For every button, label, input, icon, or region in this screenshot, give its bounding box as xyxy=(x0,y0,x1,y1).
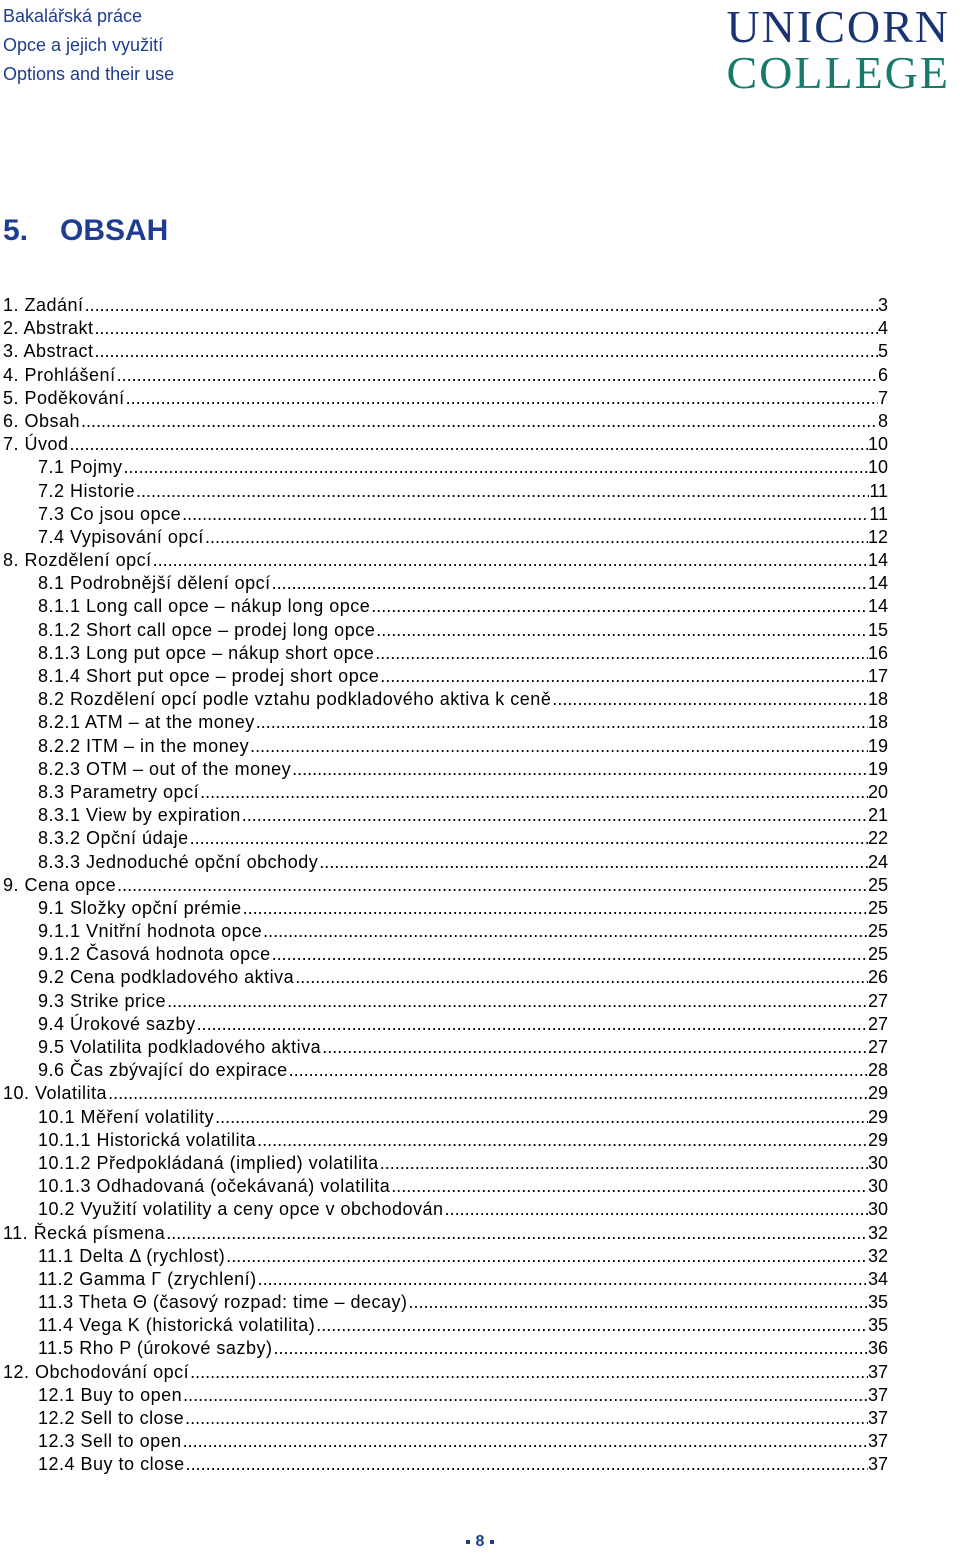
toc-entry[interactable] xyxy=(0,1407,888,1430)
toc-entry-label: 3. Abstract xyxy=(3,341,94,362)
toc-entry[interactable] xyxy=(0,1361,888,1384)
toc-entry-label: 4. Prohlášení xyxy=(3,364,116,385)
toc-entry-label: 6. Obsah xyxy=(3,410,81,431)
toc-entry[interactable] xyxy=(0,943,888,966)
toc-dot-leader xyxy=(183,1430,868,1453)
toc-dot-leader xyxy=(197,1013,868,1036)
toc-entry-label: 7. Úvod xyxy=(3,434,69,455)
toc-entry-page: 21 xyxy=(867,805,888,826)
toc-dot-leader xyxy=(70,433,868,456)
toc-entry-label: 8.3.2 Opční údaje xyxy=(38,828,189,849)
toc-entry-page: 29 xyxy=(867,1106,888,1127)
toc-entry-label: 9. Cena opce xyxy=(3,874,117,895)
toc-entry[interactable] xyxy=(0,735,888,758)
toc-entry[interactable] xyxy=(0,1198,888,1221)
toc-entry-label: 7.2 Historie xyxy=(38,480,136,501)
toc-entry[interactable] xyxy=(0,804,888,827)
toc-entry-label: 11.1 Delta Δ (rychlost) xyxy=(38,1245,226,1266)
toc-entry[interactable] xyxy=(0,1314,888,1337)
toc-entry[interactable] xyxy=(0,1013,888,1036)
toc-dot-leader xyxy=(272,943,868,966)
toc-entry[interactable] xyxy=(0,387,888,410)
toc-entry-label: 10.1.1 Historická volatilita xyxy=(38,1129,257,1150)
toc-entry[interactable] xyxy=(0,619,888,642)
toc-entry-label: 11.2 Gamma Γ (zrychlení) xyxy=(38,1268,257,1289)
toc-entry-page: 17 xyxy=(867,666,888,686)
toc-dot-leader xyxy=(166,1222,868,1245)
toc-dot-leader xyxy=(95,340,878,363)
toc-entry-label: 7.3 Co jsou opce xyxy=(38,503,182,524)
toc-entry-page: 11 xyxy=(869,503,888,524)
toc-entry[interactable] xyxy=(0,1291,888,1314)
toc-entry-label: 8.2 Rozdělení opcí podle vztahu podkladového aktiva k ceně xyxy=(38,689,552,710)
toc-dot-leader xyxy=(319,851,868,874)
toc-entry-label: 11.3 Theta Θ (časový rozpad: time – decay) xyxy=(38,1292,408,1313)
toc-entry-label: 9.4 Úrokové sazby xyxy=(38,1013,196,1034)
toc-dot-leader xyxy=(136,480,869,503)
toc-entry-label: 8.1.3 Long put opce – nákup short opce xyxy=(38,642,375,663)
toc-entry-page: 27 xyxy=(867,990,888,1011)
toc-dot-leader xyxy=(205,526,868,549)
toc-dot-leader xyxy=(380,665,868,688)
toc-entry-label: 10.1 Měření volatility xyxy=(38,1106,215,1127)
toc-dot-leader xyxy=(183,1384,868,1407)
toc-dot-leader xyxy=(186,1453,868,1476)
toc-entry-label: 9.2 Cena podkladového aktiva xyxy=(38,967,295,988)
toc-entry[interactable] xyxy=(0,1222,888,1245)
toc-entry[interactable] xyxy=(0,317,888,340)
toc-dot-leader xyxy=(153,549,868,572)
toc-dot-leader xyxy=(190,827,868,850)
toc-entry-label: 10. Volatilita xyxy=(3,1083,108,1104)
toc-entry-label: 5. Poděkování xyxy=(3,387,125,408)
toc-entry-label: 9.1.1 Vnitřní hodnota opce xyxy=(38,921,263,942)
toc-entry-page: 3 xyxy=(877,295,888,315)
toc-entry-page: 6 xyxy=(877,364,888,385)
toc-entry[interactable] xyxy=(0,340,888,363)
toc-entry-page: 10 xyxy=(867,457,888,478)
toc-entry[interactable] xyxy=(0,781,888,804)
toc-entry-page: 27 xyxy=(867,1037,888,1057)
toc-dot-leader xyxy=(445,1198,868,1221)
section-heading xyxy=(3,214,168,248)
toc-entry-page: 11 xyxy=(869,480,888,501)
toc-entry-page: 14 xyxy=(867,550,888,571)
toc-entry-label: 2. Abstrakt xyxy=(3,318,94,339)
toc-entry-page: 4 xyxy=(877,318,888,339)
toc-dot-leader xyxy=(322,1036,868,1059)
toc-entry-page: 16 xyxy=(867,642,888,663)
toc-entry-page: 25 xyxy=(867,944,888,965)
toc-dot-leader xyxy=(409,1291,868,1314)
toc-entry-label: 7.1 Pojmy xyxy=(38,457,123,478)
toc-entry[interactable] xyxy=(0,758,888,781)
toc-entry[interactable] xyxy=(0,1245,888,1268)
toc-dot-leader xyxy=(552,688,868,711)
section-title: OBSAH xyxy=(60,214,169,247)
footer-bullet-right xyxy=(490,1540,494,1544)
toc-entry-label: 12.3 Sell to open xyxy=(38,1431,182,1452)
toc-dot-leader xyxy=(85,294,878,317)
toc-entry[interactable] xyxy=(0,1152,888,1175)
logo-line-2: COLLEGE xyxy=(726,47,950,98)
page-footer xyxy=(0,1533,960,1551)
toc-entry-page: 36 xyxy=(867,1338,888,1359)
toc-entry-label: 12.1 Buy to open xyxy=(38,1384,183,1405)
toc-entry-page: 20 xyxy=(867,781,888,802)
toc-entry-page: 15 xyxy=(867,619,888,640)
toc-entry-label: 10.1.2 Předpokládaná (implied) volatilita xyxy=(38,1152,379,1173)
toc-entry[interactable] xyxy=(0,920,888,943)
toc-entry-page: 14 xyxy=(867,573,888,594)
toc-entry[interactable] xyxy=(0,595,888,618)
header-line-title-cz: Opce a jejich využití xyxy=(3,35,164,55)
toc-dot-leader xyxy=(292,758,868,781)
toc-entry[interactable] xyxy=(0,851,888,874)
toc-dot-leader xyxy=(256,711,868,734)
toc-entry-page: 27 xyxy=(867,1013,888,1034)
toc-entry[interactable] xyxy=(0,990,888,1013)
toc-entry-page: 34 xyxy=(867,1268,888,1289)
toc-dot-leader xyxy=(376,619,868,642)
toc-entry-label: 8. Rozdělení opcí xyxy=(3,550,152,571)
toc-dot-leader xyxy=(185,1407,868,1430)
toc-dot-leader xyxy=(371,595,868,618)
toc-entry-label: 10.1.3 Odhadovaná (očekávaná) volatilita xyxy=(38,1176,391,1197)
toc-entry-label: 9.6 Čas zbývající do expirace xyxy=(38,1060,288,1081)
toc-entry-page: 18 xyxy=(867,712,888,733)
toc-entry[interactable] xyxy=(0,1059,888,1082)
toc-entry-label: 1. Zadání xyxy=(3,295,84,315)
toc-entry-page: 32 xyxy=(867,1222,888,1243)
toc-dot-leader xyxy=(242,804,868,827)
header-line-thesis: Bakalářská práce xyxy=(3,6,143,26)
toc-entry-label: 8.3.3 Jednoduché opční obchody xyxy=(38,851,319,872)
toc-entry-page: 30 xyxy=(867,1176,888,1197)
toc-dot-leader xyxy=(263,920,868,943)
toc-entry-page: 25 xyxy=(867,897,888,918)
toc-entry-page: 19 xyxy=(867,758,888,779)
toc-entry-label: 12. Obchodování opcí xyxy=(3,1361,190,1382)
toc-entry-page: 37 xyxy=(867,1384,888,1405)
toc-entry[interactable] xyxy=(0,1268,888,1291)
toc-dot-leader xyxy=(226,1245,868,1268)
toc-entry-label: 11.4 Vega K (historická volatilita) xyxy=(38,1315,316,1336)
toc-entry-label: 9.3 Strike price xyxy=(38,990,167,1011)
toc-entry-page: 30 xyxy=(867,1199,888,1220)
toc-entry[interactable] xyxy=(0,711,888,734)
page-number: 8 xyxy=(475,1533,485,1550)
toc-entry-label: 8.3.1 View by expiration xyxy=(38,805,241,826)
toc-entry-label: 8.2.3 OTM – out of the money xyxy=(38,758,292,779)
toc-dot-leader xyxy=(250,735,868,758)
toc-dot-leader xyxy=(257,1129,868,1152)
toc-entry[interactable] xyxy=(0,294,888,317)
toc-entry-label: 7.4 Vypisování opcí xyxy=(38,526,204,547)
table-of-contents xyxy=(0,294,888,1477)
toc-dot-leader xyxy=(200,781,868,804)
toc-entry-label: 9.5 Volatilita podkladového aktiva xyxy=(38,1037,322,1057)
toc-entry-label: 9.1 Složky opční prémie xyxy=(38,897,242,918)
toc-entry-page: 5 xyxy=(877,341,888,362)
toc-dot-leader xyxy=(258,1268,868,1291)
toc-entry[interactable] xyxy=(0,1106,888,1129)
toc-entry[interactable] xyxy=(0,1082,888,1105)
document-header xyxy=(3,2,174,89)
toc-entry-label: 8.1.4 Short put opce – prodej short opce xyxy=(38,666,380,686)
toc-dot-leader xyxy=(391,1175,868,1198)
toc-entry[interactable] xyxy=(0,1384,888,1407)
toc-entry-page: 7 xyxy=(877,387,888,408)
toc-dot-leader xyxy=(167,990,868,1013)
toc-entry[interactable] xyxy=(0,827,888,850)
toc-entry-label: 9.1.2 Časová hodnota opce xyxy=(38,944,271,965)
toc-entry-label: 11. Řecká písmena xyxy=(3,1222,166,1243)
logo-line-1: UNICORN xyxy=(726,1,950,52)
toc-entry-page: 32 xyxy=(867,1245,888,1266)
toc-entry[interactable] xyxy=(0,456,888,479)
toc-entry-page: 14 xyxy=(867,596,888,617)
toc-entry[interactable] xyxy=(0,1453,888,1476)
toc-entry[interactable] xyxy=(0,433,888,456)
toc-dot-leader xyxy=(380,1152,868,1175)
toc-entry-label: 11.5 Rho P (úrokové sazby) xyxy=(38,1338,273,1359)
header-line-title-en: Options and their use xyxy=(3,64,175,84)
toc-entry[interactable] xyxy=(0,665,888,688)
toc-entry[interactable] xyxy=(0,1430,888,1453)
toc-entry-page: 35 xyxy=(867,1315,888,1336)
toc-entry[interactable] xyxy=(0,526,888,549)
toc-dot-leader xyxy=(95,317,878,340)
toc-entry-label: 8.2.1 ATM – at the money xyxy=(38,712,255,733)
toc-dot-leader xyxy=(375,642,868,665)
toc-dot-leader xyxy=(108,1082,868,1105)
toc-entry[interactable] xyxy=(0,503,888,526)
toc-entry[interactable] xyxy=(0,642,888,665)
toc-dot-leader xyxy=(81,410,878,433)
toc-entry-page: 35 xyxy=(867,1292,888,1313)
toc-dot-leader xyxy=(243,897,868,920)
toc-entry-page: 37 xyxy=(867,1361,888,1382)
toc-dot-leader xyxy=(182,503,869,526)
toc-dot-leader xyxy=(295,966,868,989)
toc-entry-label: 8.3 Parametry opcí xyxy=(38,781,200,802)
toc-dot-leader xyxy=(273,1337,868,1360)
toc-dot-leader xyxy=(272,572,868,595)
toc-entry-page: 37 xyxy=(867,1408,888,1428)
toc-dot-leader xyxy=(215,1106,868,1129)
toc-entry-label: 10.2 Využití volatility a ceny opce v obchodován xyxy=(38,1199,444,1220)
toc-entry-label: 8.1.1 Long call opce – nákup long opce xyxy=(38,596,371,617)
toc-entry[interactable] xyxy=(0,897,888,920)
footer-bullet-left xyxy=(466,1540,470,1544)
toc-entry-label: 8.1 Podrobnější dělení opcí xyxy=(38,573,271,594)
toc-entry-label: 8.2.2 ITM – in the money xyxy=(38,735,250,756)
toc-entry[interactable] xyxy=(0,1129,888,1152)
toc-entry-page: 28 xyxy=(867,1060,888,1081)
toc-entry-page: 10 xyxy=(867,434,888,455)
toc-entry[interactable] xyxy=(0,1337,888,1360)
toc-entry-page: 37 xyxy=(867,1431,888,1452)
toc-entry-page: 19 xyxy=(867,735,888,756)
toc-entry[interactable] xyxy=(0,572,888,595)
toc-entry[interactable] xyxy=(0,549,888,572)
toc-dot-leader xyxy=(117,364,878,387)
toc-entry-page: 29 xyxy=(867,1129,888,1150)
toc-entry[interactable] xyxy=(0,1175,888,1198)
toc-entry-page: 25 xyxy=(867,921,888,942)
toc-entry-label: 12.4 Buy to close xyxy=(38,1454,185,1475)
toc-entry-page: 26 xyxy=(867,967,888,988)
toc-entry[interactable] xyxy=(0,874,888,897)
toc-entry[interactable] xyxy=(0,688,888,711)
toc-entry[interactable] xyxy=(0,966,888,989)
toc-entry[interactable] xyxy=(0,364,888,387)
toc-entry[interactable] xyxy=(0,1036,888,1059)
toc-dot-leader xyxy=(126,387,878,410)
toc-entry-label: 8.1.2 Short call opce – prodej long opce xyxy=(38,619,376,640)
toc-dot-leader xyxy=(124,456,868,479)
toc-entry-page: 8 xyxy=(877,410,888,431)
toc-entry-page: 25 xyxy=(867,874,888,895)
toc-entry-page: 18 xyxy=(867,689,888,710)
toc-dot-leader xyxy=(289,1059,868,1082)
toc-dot-leader xyxy=(316,1314,868,1337)
section-number: 5. xyxy=(3,214,29,247)
toc-entry-page: 29 xyxy=(867,1083,888,1104)
toc-entry-page: 24 xyxy=(867,851,888,872)
toc-entry-page: 22 xyxy=(867,828,888,849)
college-logo xyxy=(696,2,954,100)
toc-entry-page: 37 xyxy=(867,1454,888,1475)
toc-entry[interactable] xyxy=(0,480,888,503)
toc-dot-leader xyxy=(190,1361,868,1384)
toc-entry-page: 12 xyxy=(867,526,888,547)
toc-entry-label: 12.2 Sell to close xyxy=(38,1408,185,1428)
toc-entry[interactable] xyxy=(0,410,888,433)
toc-entry-page: 30 xyxy=(867,1152,888,1173)
toc-dot-leader xyxy=(117,874,868,897)
